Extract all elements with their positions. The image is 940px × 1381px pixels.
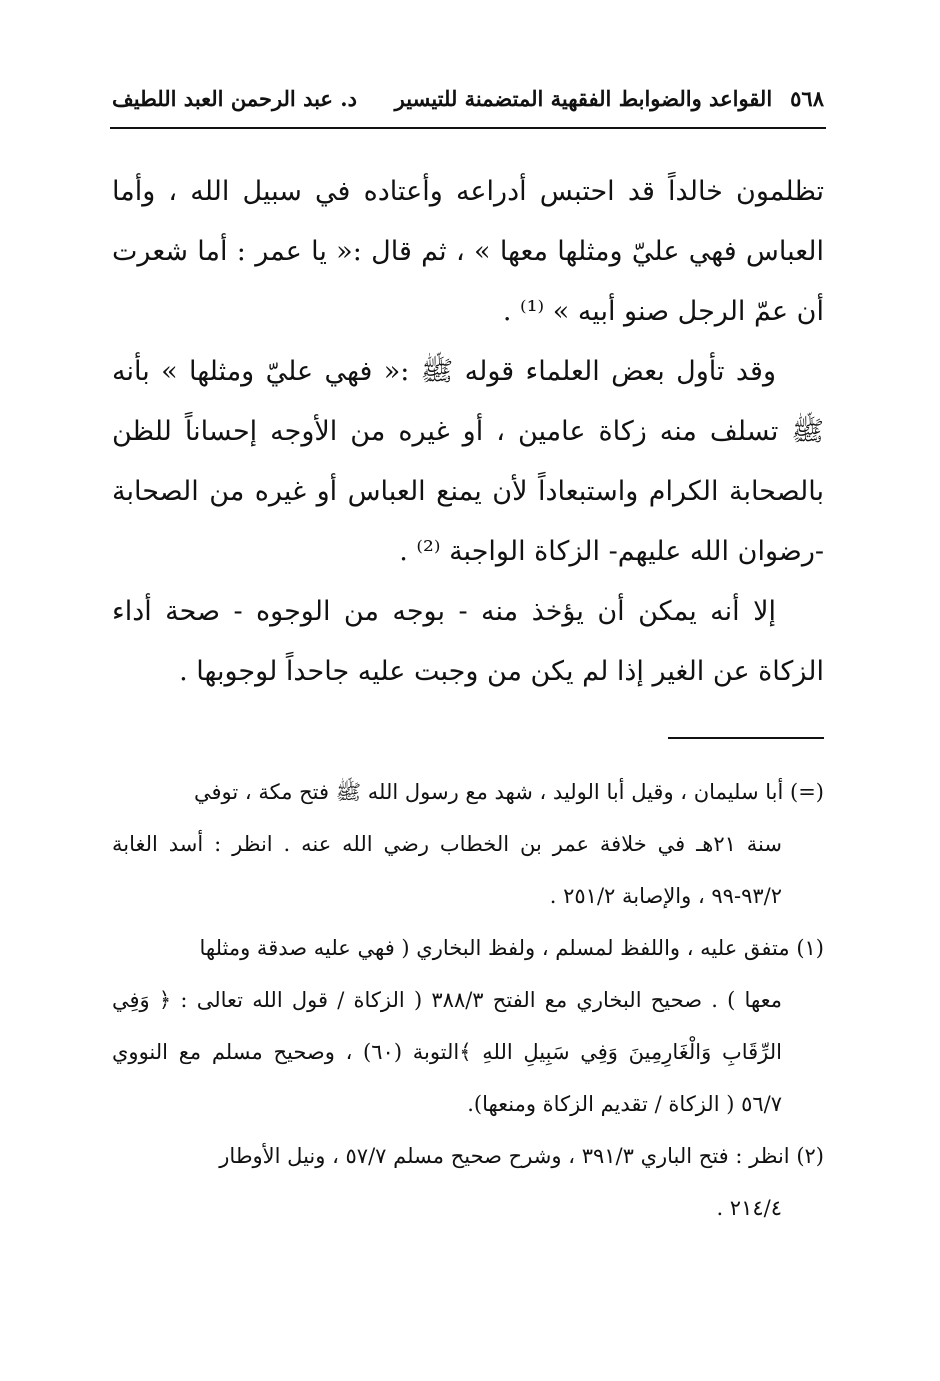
header-divider xyxy=(110,127,826,129)
footnotes xyxy=(112,766,824,1234)
footnote-1-first-line: (١) متفق عليه ، واللفظ لمسلم ، ولفظ البخاري ( فهي عليه صدقة ومثلها xyxy=(199,936,824,960)
book-title: القواعد والضوابط الفقهية المتضمنة للتيسير xyxy=(394,85,773,111)
author-name: د. عبد الرحمن العبد اللطيف xyxy=(112,85,357,111)
footnote-1-rest: معها ) . صحيح البخاري مع الفتح ٣٨٨/٣ ( الزكاة / قول الله تعالى : ﴿ وَفِي الرِّقَابِ وَالْغَارِمِينَ وَفِي سَبِيلِ اللهِ ﴾التوبة (٦٠) ، وصحيح مسلم مع النووي ٥٦/٧ ( الزكاة / تقديم الزكاة ومنعها). xyxy=(112,988,783,1116)
main-text xyxy=(112,162,824,702)
paragraph-3: إلا أنه يمكن أن يؤخذ منه - بوجه من الوجوه - صحة أداء الزكاة عن الغير إذا لم يكن من وجبت عليه جاحداً لوجوبها . xyxy=(112,596,824,687)
page-number: ٥٦٨ xyxy=(790,85,824,111)
paragraph-2: وقد تأول بعض العلماء قوله ﷺ :« فهي عليّ ومثلها » بأنه ﷺ تسلف منه زكاة عامين ، أو غيره من الأوجه إحساناً للظن بالصحابة الكرام واستبعاداً لأن يمنع العباس أو غيره من الصحابة -رضوان الله عليهم- الزكاة الواجبة ⁽²⁾ . xyxy=(112,356,824,567)
footnote-continued-first-line: (=) أبا سليمان ، وقيل أبا الوليد ، شهد مع رسول الله ﷺ فتح مكة ، توفي xyxy=(193,780,824,804)
footnote-2-first-line: (٢) انظر : فتح الباري ٣٩١/٣ ، وشرح صحيح مسلم ٥٧/٧ ، ونيل الأوطار xyxy=(219,1144,824,1168)
paragraph-1: تظلمون خالداً قد احتبس أدراعه وأعتاده في سبيل الله ، وأما العباس فهي عليّ ومثلها معها » ، ثم قال :« يا عمر : أما شعرت أن عمّ الرجل صنو أبيه » ⁽¹⁾ . xyxy=(112,176,824,327)
page-header xyxy=(112,78,824,118)
footnote-2-rest: ٢١٤/٤ . xyxy=(716,1196,782,1220)
footnote-continued-rest: سنة ٢١هـ في خلافة عمر بن الخطاب رضي الله عنه . انظر : أسد الغابة ٩٣/٢-٩٩ ، والإصابة ٢٥١/٢ . xyxy=(112,832,782,908)
footnote-divider xyxy=(668,737,824,739)
